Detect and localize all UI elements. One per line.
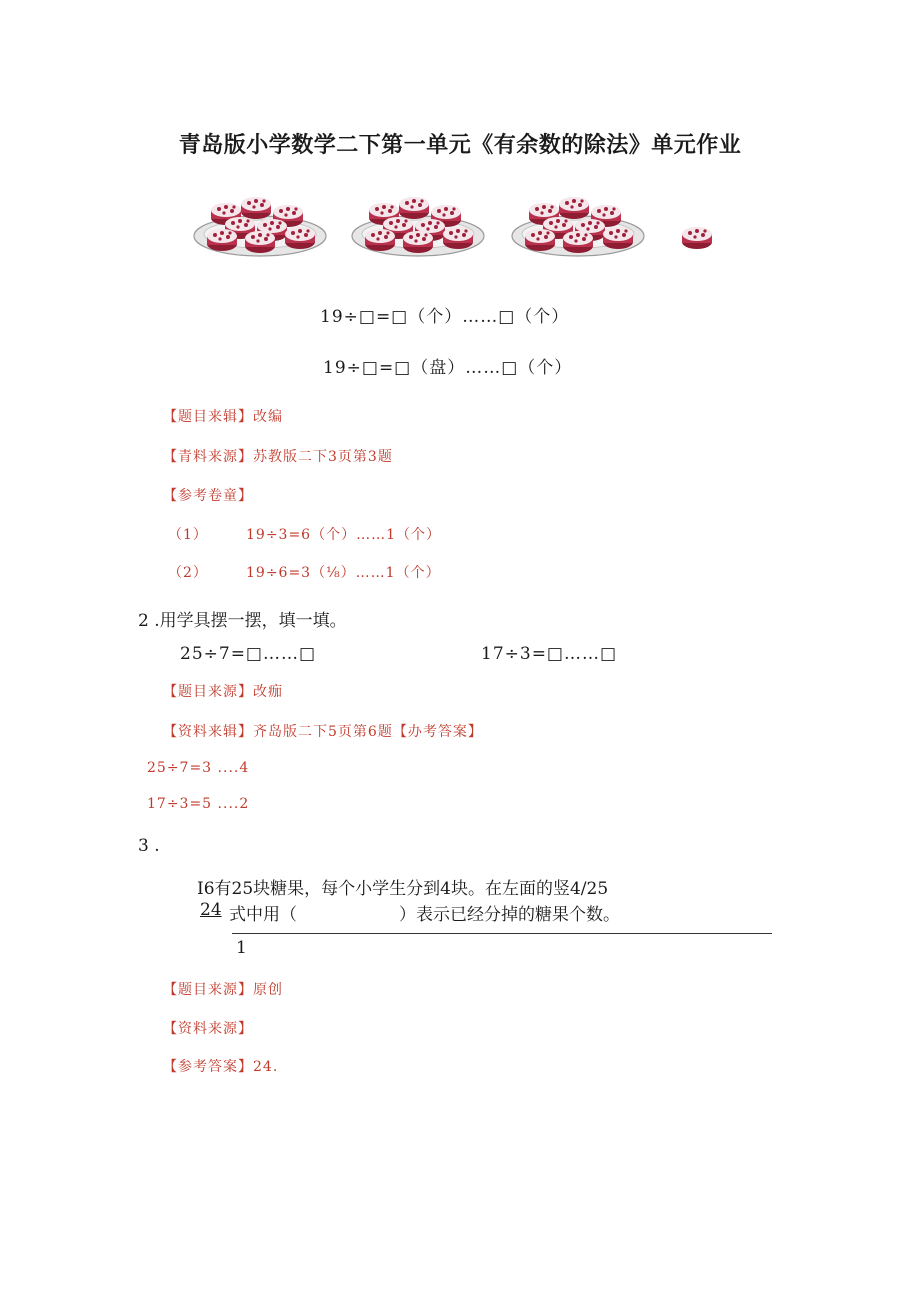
q3-underline: [232, 933, 772, 934]
q3-line-2: 式中用（ ）表示已经分掉的糖果个数。: [229, 905, 620, 925]
q1-meta-source: 【题目来辑】改编: [163, 409, 283, 425]
q1-meta-answer: 【参考卷童】: [163, 488, 253, 504]
plate-3: [512, 197, 644, 256]
q2-prompt: 2 .用学具摆一摆，填一填。: [138, 611, 347, 631]
cakes-illustration: [192, 186, 714, 262]
q2-equation-left: 25÷7=□……□: [180, 644, 317, 664]
q2-equation-right: 17÷3=□……□: [481, 644, 618, 664]
q3-meta-material: 【资料来源】: [163, 1021, 253, 1037]
q3-line-2-prefix: 24: [200, 900, 222, 920]
q1-equation-2: 19÷□=□（盘）……□（个）: [323, 358, 573, 378]
q1-answer-2: 19÷6=3（⅛）……1（个）: [246, 565, 441, 581]
plate-1: [194, 197, 326, 256]
plate-2: [352, 197, 484, 256]
q3-line-1: I6有25块糖果，每个小学生分到4块。在左面的竖4/25: [197, 879, 609, 899]
q2-meta-material: 【资料来辑】齐岛版二下5页第6题【办考答案】: [163, 724, 483, 740]
single-cake: [682, 227, 712, 249]
q3-meta-source: 【题目来源】原创: [163, 982, 283, 998]
q2-answer-2: 17÷3=5 ....2: [147, 796, 250, 812]
q1-answer-1-number: （1）: [168, 527, 208, 543]
q1-answer-2-number: （2）: [168, 565, 208, 581]
q3-number: 3 .: [138, 836, 160, 856]
q1-equation-1: 19÷□=□（个）……□（个）: [320, 307, 570, 327]
page-title: 青岛版小学数学二下第一单元《有余数的除法》单元作业: [178, 133, 742, 158]
q2-meta-source: 【题目来源】改痂: [163, 684, 283, 700]
q1-answer-1: 19÷3=6（个）……1（个）: [246, 527, 441, 543]
q3-remainder: 1: [236, 938, 247, 958]
q2-answer-1: 25÷7=3 ....4: [147, 760, 250, 776]
q3-meta-answer: 【参考答案】24.: [163, 1059, 279, 1075]
q1-meta-material: 【青料来源】苏教版二下3页第3题: [163, 449, 393, 465]
